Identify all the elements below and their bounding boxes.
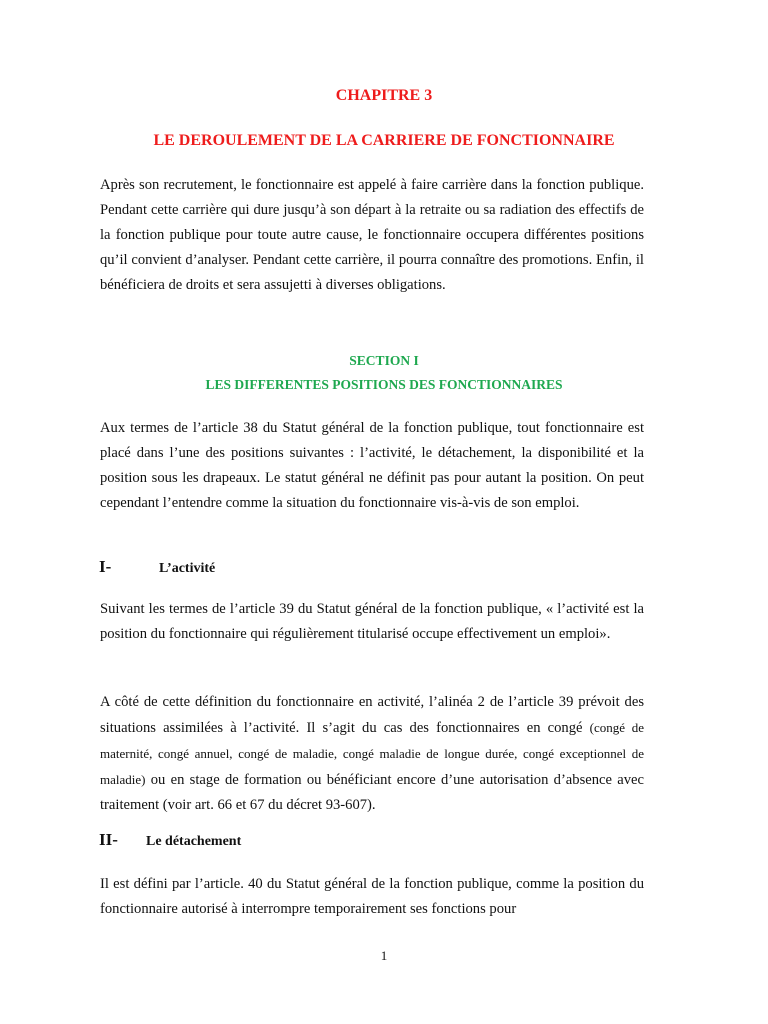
section-title: LES DIFFERENTES POSITIONS DES FONCTIONNAIRES bbox=[205, 377, 563, 392]
paragraph-text: A côté de cette définition du fonctionnaire en activité, l’alinéa 2 de l’article 39 prévoit des situations assimilées à l’activité. Il s’agit du cas des fonctionnaires en congé bbox=[100, 694, 644, 737]
heading-number: II- bbox=[99, 830, 118, 849]
chapter-number: CHAPITRE 3 bbox=[335, 87, 433, 104]
heading-detachement bbox=[99, 830, 241, 850]
heading-label: L’activité bbox=[159, 561, 216, 576]
activite-definition-paragraph: Suivant les termes de l’article 39 du Statut général de la fonction publique, « l’activité est la position du fonctionnaire qui régulièrement titularisé occupe effectivement un emploi». bbox=[100, 601, 644, 643]
section-number: SECTION I bbox=[349, 353, 419, 368]
paragraph-text: ou en stage de formation ou bénéficiant encore d’une autorisation d’absence avec traitement (voir art. 66 et 67 du décret 93-607). bbox=[100, 772, 644, 814]
heading-activite bbox=[99, 557, 215, 577]
detachement-paragraph: Il est défini par l’article. 40 du Statut général de la fonction publique, comme la position du fonctionnaire autorisé à interrompre temporairement ses fonctions pour bbox=[100, 876, 644, 918]
intro-paragraph: Après son recrutement, le fonctionnaire est appelé à faire carrière dans la fonction publique. Pendant cette carrière qui dure jusqu’à son départ à la retraite ou sa radiation des effectifs de la fonction publique pour toute autre cause, le fonctionnaire occupera différentes positions qu’il convient d’analyser. Pendant cette carrière, il pourra connaître des promotions. Enfin, il bénéficiera de droits et sera assujetti à diverses obligations. bbox=[100, 177, 644, 294]
paragraph-text-small: (congé de maternité, congé annuel, congé de maladie, congé maladie de longue durée, congé exceptionnel de maladie) bbox=[100, 720, 644, 788]
activite-assimilated-paragraph bbox=[100, 690, 644, 818]
heading-label: Le détachement bbox=[146, 834, 242, 849]
section-intro-paragraph: Aux termes de l’article 38 du Statut général de la fonction publique, tout fonctionnaire est placé dans l’une des positions suivantes : l’activité, le détachement, la disponibilité et la position sous les drapeaux. Le statut général ne définit pas pour autant la position. On peut cependant l’entendre comme la situation du fonctionnaire vis-à-vis de son emploi. bbox=[100, 420, 644, 512]
heading-number: I- bbox=[99, 557, 112, 576]
page-number: 1 bbox=[380, 948, 388, 963]
chapter-title: LE DEROULEMENT DE LA CARRIERE DE FONCTIONNAIRE bbox=[153, 132, 615, 149]
